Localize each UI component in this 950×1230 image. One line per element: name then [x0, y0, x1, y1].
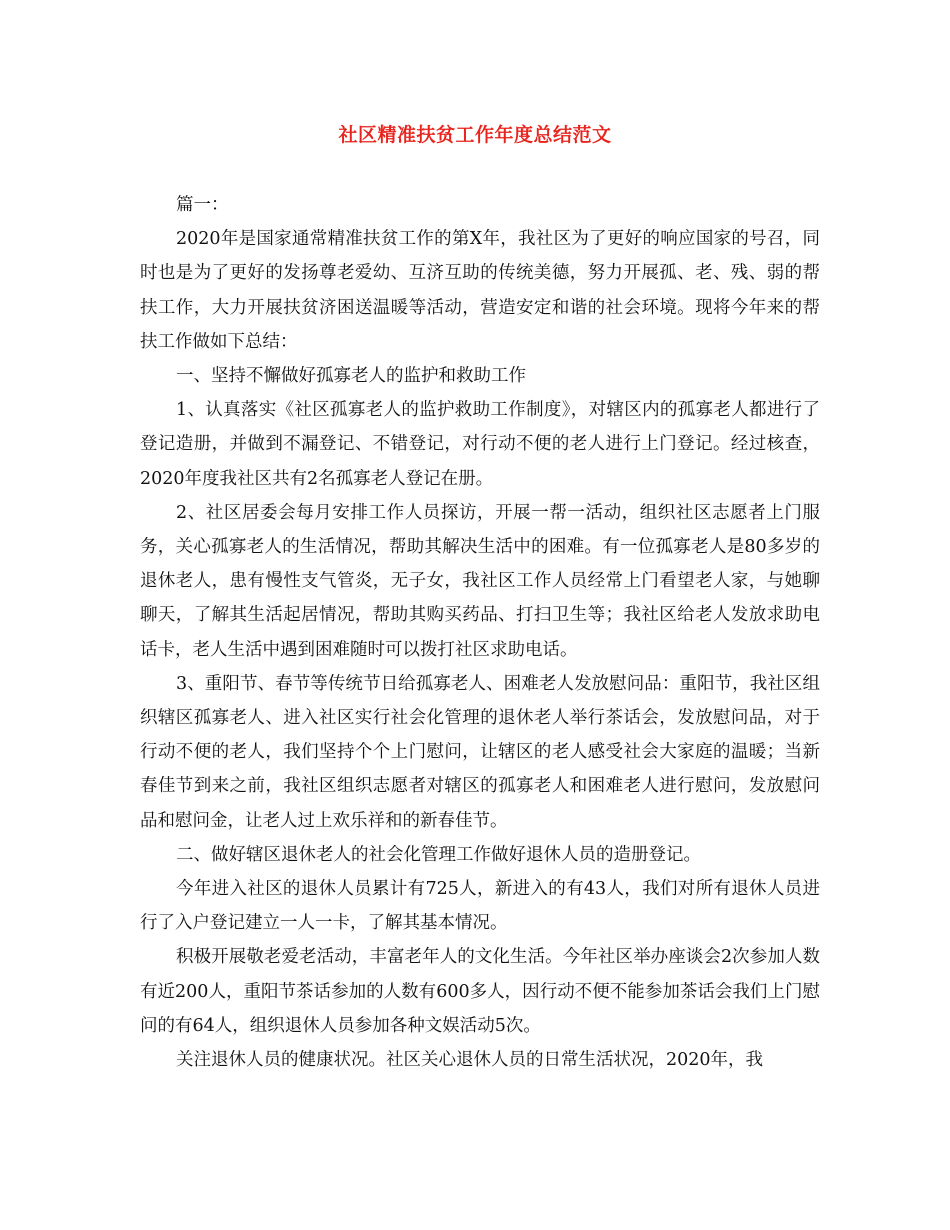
paragraph-heading-2: 二、做好辖区退休老人的社会化管理工作做好退休人员的造册登记。: [176, 844, 701, 865]
paragraph-health: 关注退休人员的健康状况。社区关心退休人员的日常生活状况，2020年，我: [176, 1050, 764, 1071]
paragraph-activities: 积极开展敬老爱老活动，丰富老年人的文化生活。今年社区举办座谈会2次参加人数有近200人，重阳节茶话参加的人数有600多人，因行动不便不能参加茶话会我们上门慰问的有64人，组织退休人员参加各种文娱活动5次。: [140, 947, 820, 1036]
paragraph-intro: 2020年是国家通常精准扶贫工作的第X年，我社区为了更好的响应国家的号召，同时也是为了更好的发扬尊老爱幼、互济互助的传统美德，努力开展孤、老、残、弱的帮扶工作，大力开展扶贫济困送温暖等活动，营造安定和谐的社会环境。现将今年来的帮扶工作做如下总结：: [140, 229, 820, 352]
paragraph-section-label: 篇一：: [176, 195, 229, 215]
document-title: 社区精准扶贫工作年度总结范文: [338, 124, 612, 146]
paragraph-item-1: 1、认真落实《社区孤寡老人的监护救助工作制度》，对辖区内的孤寡老人都进行了登记造册，并做到不漏登记、不错登记，对行动不便的老人进行上门登记。经过核查，2020年度我社区共有2名孤寡老人登记在册。: [140, 400, 820, 489]
paragraph-item-3: 3、重阳节、春节等传统节日给孤寡老人、困难老人发放慰问品：重阳节，我社区组织辖区孤寡老人、进入社区实行社会化管理的退休老人举行茶话会，发放慰问品，对于行动不便的老人，我们坚持个个上门慰问，让辖区的老人感受社会大家庭的温暖；当新春佳节到来之前，我社区组织志愿者对辖区的孤寡老人和困难老人进行慰问，发放慰问品和慰问金，让老人过上欢乐祥和的新春佳节。: [140, 673, 820, 831]
paragraph-retirees-count: 今年进入社区的退休人员累计有725人，新进入的有43人，我们对所有退休人员进行了入户登记建立一人一卡，了解其基本情况。: [140, 879, 820, 934]
document-body: [140, 188, 820, 1077]
paragraph-heading-1: 一、坚持不懈做好孤寡老人的监护和救助工作: [176, 366, 526, 387]
paragraph-item-2: 2、社区居委会每月安排工作人员探访，开展一帮一活动，组织社区志愿者上门服务，关心孤寡老人的生活情况，帮助其解决生活中的困难。有一位孤寡老人是80多岁的退休老人，患有慢性支气管炎，无子女，我社区工作人员经常上门看望老人家，与她聊聊天，了解其生活起居情况，帮助其购买药品、打扫卫生等；我社区给老人发放求助电话卡，老人生活中遇到困难随时可以拨打社区求助电话。: [140, 502, 820, 660]
